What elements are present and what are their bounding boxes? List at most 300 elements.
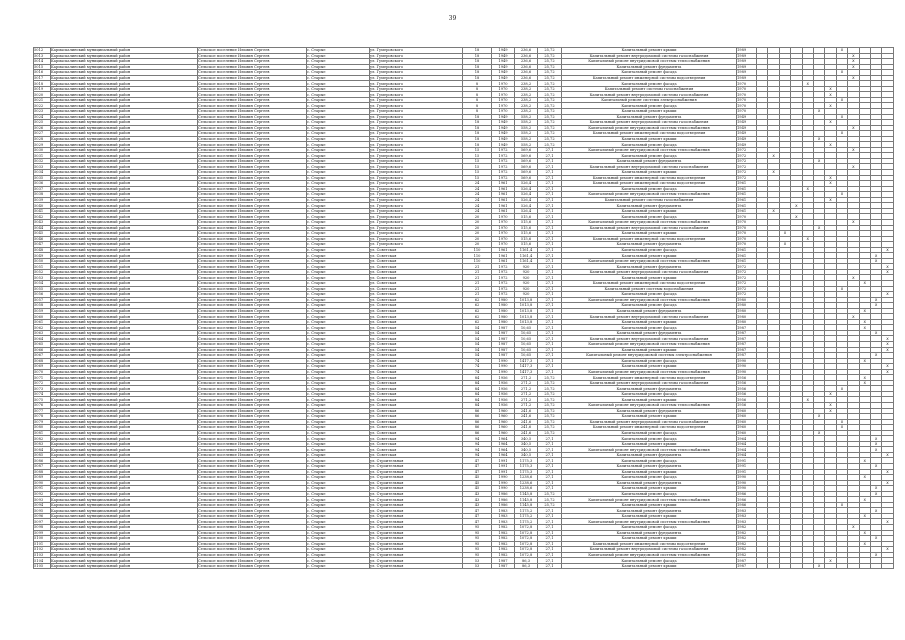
build-year-cell: 1956 xyxy=(492,391,515,397)
schedule-mark-cell: X xyxy=(859,375,870,381)
house-number-cell: 21 xyxy=(463,292,492,298)
schedule-mark-cell: X xyxy=(836,425,847,431)
schedule-mark-cell: X xyxy=(825,86,836,92)
municipality-cell: Кармаскалинский муниципальный район xyxy=(51,491,198,497)
settlement-cell: Сельское поселение Ильмин Сергеев xyxy=(198,92,307,98)
work-type-cell: Капитальный ремонт фасада xyxy=(562,247,737,253)
area-cell: 569,6 xyxy=(515,175,538,181)
municipality-cell: Кармаскалинский муниципальный район xyxy=(51,114,198,120)
price-cell: 25,72 xyxy=(538,131,562,137)
area-cell: 236,6 xyxy=(515,75,538,81)
house-number-cell: 21 xyxy=(463,264,492,270)
house-number-cell: 54 xyxy=(463,330,492,336)
price-cell: 25,72 xyxy=(538,142,562,148)
municipality-cell: Кармаскалинский муниципальный район xyxy=(51,75,198,81)
build-year-cell: 1972 xyxy=(492,280,515,286)
settlement-cell: Сельское поселение Ильмин Сергеев xyxy=(198,258,307,264)
plan-year-cell: 1964 xyxy=(737,447,757,453)
price-cell: 25,72 xyxy=(538,97,562,103)
price-cell: 27,1 xyxy=(538,208,562,214)
work-type-cell: Капитальный ремонт крыши xyxy=(562,513,737,519)
settlement-cell: Сельское поселение Ильмин Сергеев xyxy=(198,502,307,508)
plan-year-cell: 1961 xyxy=(737,208,757,214)
work-type-cell: Капитальный ремонт фасада xyxy=(562,458,737,464)
price-cell: 25,72 xyxy=(538,81,562,87)
locality-cell: с. Старые xyxy=(307,436,370,442)
price-cell: 25,72 xyxy=(538,397,562,403)
work-type-cell: Капитальный ремонт крыши xyxy=(562,414,737,420)
municipality-cell: Кармаскалинский муниципальный район xyxy=(51,203,198,209)
schedule-mark-cell: X xyxy=(859,358,870,364)
area-cell: 1145,8 xyxy=(515,491,538,497)
price-cell: 27,1 xyxy=(538,275,562,281)
price-cell: 27,1 xyxy=(538,519,562,525)
build-year-cell: 1961 xyxy=(492,203,515,209)
work-type-cell: Капитальный ремонт фундамента xyxy=(562,452,737,458)
locality-cell: с. Старые xyxy=(307,519,370,525)
house-number-cell: 54 xyxy=(463,325,492,331)
settlement-cell: Сельское поселение Ильмин Сергеев xyxy=(198,114,307,120)
schedule-mark-cell: X xyxy=(882,347,893,353)
street-cell: ул. Гумеровского xyxy=(370,175,463,181)
settlement-cell: Сельское поселение Ильмин Сергеев xyxy=(198,158,307,164)
municipality-cell: Кармаскалинский муниципальный район xyxy=(51,170,198,176)
settlement-cell: Сельское поселение Ильмин Сергеев xyxy=(198,558,307,564)
house-number-cell: 15 xyxy=(463,158,492,164)
schedule-mark-cell: X xyxy=(870,441,881,447)
schedule-mark-cell: X xyxy=(870,436,881,442)
build-year-cell: 1990 xyxy=(492,358,515,364)
work-type-cell: Капитальный ремонт крыши xyxy=(562,48,737,54)
schedule-mark-cell: X xyxy=(779,242,790,248)
build-year-cell: 1970 xyxy=(492,236,515,242)
build-year-cell: 1987 xyxy=(492,341,515,347)
build-year-cell: 1970 xyxy=(492,86,515,92)
plan-year-cell: 1972 xyxy=(737,286,757,292)
price-cell: 27,1 xyxy=(538,197,562,203)
area-cell: 10,65 xyxy=(515,341,538,347)
street-cell: ул. Советская xyxy=(370,397,463,403)
area-cell: 1072,8 xyxy=(515,536,538,542)
house-number-cell: 18 xyxy=(463,64,492,70)
build-year-cell: 1987 xyxy=(492,330,515,336)
settlement-cell: Сельское поселение Ильмин Сергеев xyxy=(198,136,307,142)
locality-cell: с. Старые xyxy=(307,131,370,137)
row-id: 5026 xyxy=(34,125,51,131)
plan-year-cell: 1960 xyxy=(737,414,757,420)
row-id: 5095 xyxy=(34,508,51,514)
build-year-cell: 1949 xyxy=(492,70,515,76)
locality-cell: с. Старые xyxy=(307,219,370,225)
price-cell: 25,72 xyxy=(538,391,562,397)
build-year-cell: 1970 xyxy=(492,97,515,103)
schedule-mark-cell: X xyxy=(836,70,847,76)
area-cell: 569,6 xyxy=(515,170,538,176)
schedule-mark-cell: X xyxy=(768,153,779,159)
schedule-mark-cell: X xyxy=(870,491,881,497)
build-year-cell: 1986 xyxy=(492,491,515,497)
settlement-cell: Сельское поселение Ильмин Сергеев xyxy=(198,452,307,458)
area-cell: 1161,4 xyxy=(515,247,538,253)
price-cell: 27,1 xyxy=(538,508,562,514)
plan-year-cell: 1970 xyxy=(737,109,757,115)
schedule-mark-cell: X xyxy=(836,192,847,198)
locality-cell: с. Старые xyxy=(307,269,370,275)
schedule-mark-cell xyxy=(768,563,779,569)
settlement-cell: Сельское поселение Ильмин Сергеев xyxy=(198,347,307,353)
locality-cell: с. Старые xyxy=(307,563,370,569)
plan-year-cell: 1961 xyxy=(737,197,757,203)
build-year-cell: 1961 xyxy=(492,247,515,253)
street-cell: ул. Советская xyxy=(370,386,463,392)
street-cell: ул. Советская xyxy=(370,375,463,381)
locality-cell: с. Старые xyxy=(307,303,370,309)
build-year-cell: 1960 xyxy=(492,414,515,420)
build-year-cell: 1983 xyxy=(492,508,515,514)
schedule-mark-cell: X xyxy=(813,109,824,115)
price-cell: 25,72 xyxy=(538,375,562,381)
price-cell: 27,1 xyxy=(538,186,562,192)
locality-cell: с. Старые xyxy=(307,391,370,397)
street-cell: ул. Гумеровского xyxy=(370,53,463,59)
street-cell: ул. Гумеровского xyxy=(370,214,463,220)
work-type-cell: Капитальный ремонт внутридомовой системы теплоснабжения xyxy=(562,219,737,225)
municipality-cell: Кармаскалинский муниципальный район xyxy=(51,164,198,170)
municipality-cell: Кармаскалинский муниципальный район xyxy=(51,541,198,547)
settlement-cell: Сельское поселение Ильмин Сергеев xyxy=(198,264,307,270)
schedule-mark-cell: X xyxy=(859,308,870,314)
locality-cell: с. Старые xyxy=(307,59,370,65)
area-cell: 271,2 xyxy=(515,375,538,381)
row-id: 5086 xyxy=(34,458,51,464)
locality-cell: с. Старые xyxy=(307,325,370,331)
street-cell: ул. Советская xyxy=(370,452,463,458)
build-year-cell: 1970 xyxy=(492,109,515,115)
settlement-cell: Сельское поселение Ильмин Сергеев xyxy=(198,48,307,54)
street-cell: ул. Советская xyxy=(370,319,463,325)
street-cell: ул. Гумеровского xyxy=(370,153,463,159)
street-cell: ул. Советская xyxy=(370,253,463,259)
house-number-cell: 20 xyxy=(463,219,492,225)
municipality-cell: Кармаскалинский муниципальный район xyxy=(51,186,198,192)
schedule-mark-cell: X xyxy=(859,530,870,536)
plan-year-cell: 1987 xyxy=(737,353,757,359)
locality-cell: с. Старые xyxy=(307,214,370,220)
work-type-cell: Капитальный ремонт фасада xyxy=(562,142,737,148)
row-id: 5080 xyxy=(34,425,51,431)
price-cell: 27,1 xyxy=(538,341,562,347)
work-type-cell: Капитальный ремонт системы водоснабжения xyxy=(562,286,737,292)
price-cell: 27,1 xyxy=(538,325,562,331)
locality-cell: с. Старые xyxy=(307,175,370,181)
locality-cell: с. Старые xyxy=(307,242,370,248)
settlement-cell: Сельское поселение Ильмин Сергеев xyxy=(198,214,307,220)
area-cell: 241,6 xyxy=(515,425,538,431)
row-id: 5049 xyxy=(34,253,51,259)
schedule-mark-cell: X xyxy=(813,225,824,231)
locality-cell: с. Старые xyxy=(307,253,370,259)
locality-cell: с. Старые xyxy=(307,258,370,264)
municipality-cell: Кармаскалинский муниципальный район xyxy=(51,53,198,59)
work-type-cell: Капитальный ремонт фасада xyxy=(562,103,737,109)
plan-year-cell: 1991 xyxy=(737,464,757,470)
schedule-mark-cell: X xyxy=(848,164,859,170)
area-cell: 515,6 xyxy=(515,219,538,225)
municipality-cell: Кармаскалинский муниципальный район xyxy=(51,475,198,481)
plan-year-cell: 1970 xyxy=(737,97,757,103)
settlement-cell: Сельское поселение Ильмин Сергеев xyxy=(198,447,307,453)
price-cell: 25,72 xyxy=(538,92,562,98)
plan-year-cell: 1964 xyxy=(737,436,757,442)
settlement-cell: Сельское поселение Ильмин Сергеев xyxy=(198,397,307,403)
street-cell: ул. Гумеровского xyxy=(370,203,463,209)
street-cell: ул. Строительная xyxy=(370,475,463,481)
schedule-mark-cell: X xyxy=(848,147,859,153)
schedule-mark-cell: X xyxy=(825,175,836,181)
build-year-cell: 1972 xyxy=(492,275,515,281)
row-id: 5039 xyxy=(34,197,51,203)
build-year-cell: 1960 xyxy=(492,425,515,431)
house-number-cell: 62 xyxy=(463,308,492,314)
row-id: 5087 xyxy=(34,464,51,470)
locality-cell: с. Старые xyxy=(307,192,370,198)
locality-cell: с. Старые xyxy=(307,120,370,126)
work-type-cell: Капитальный ремонт внутридомовой системы теплоснабжения xyxy=(562,519,737,525)
row-id: 5057 xyxy=(34,297,51,303)
row-id: 5104 xyxy=(34,558,51,564)
schedule-mark-cell: X xyxy=(836,386,847,392)
settlement-cell: Сельское поселение Ильмин Сергеев xyxy=(198,563,307,569)
area-cell: 340,5 xyxy=(515,441,538,447)
price-cell: 25,72 xyxy=(538,59,562,65)
street-cell: ул. Гумеровского xyxy=(370,142,463,148)
build-year-cell: 1987 xyxy=(492,347,515,353)
schedule-mark-cell: X xyxy=(859,458,870,464)
street-cell: ул. Строительная xyxy=(370,497,463,503)
locality-cell: с. Старые xyxy=(307,397,370,403)
house-number-cell: 86 xyxy=(463,414,492,420)
street-cell: ул. Гумеровского xyxy=(370,164,463,170)
settlement-cell: Сельское поселение Ильмин Сергеев xyxy=(198,231,307,237)
street-cell: ул. Советская xyxy=(370,264,463,270)
locality-cell: с. Старые xyxy=(307,297,370,303)
work-type-cell: Капитальный ремонт внутридомовой системы теплоснабжения xyxy=(562,147,737,153)
municipality-cell: Кармаскалинский муниципальный район xyxy=(51,314,198,320)
build-year-cell: 1970 xyxy=(492,103,515,109)
work-type-cell: Капитальный ремонт фундамента xyxy=(562,242,737,248)
settlement-cell: Сельское поселение Ильмин Сергеев xyxy=(198,81,307,87)
house-number-cell: 95 xyxy=(463,525,492,531)
settlement-cell: Сельское поселение Ильмин Сергеев xyxy=(198,364,307,370)
municipality-cell: Кармаскалинский муниципальный район xyxy=(51,59,198,65)
work-type-cell: Капитальный ремонт крыши xyxy=(562,563,737,569)
street-cell: ул. Советская xyxy=(370,258,463,264)
house-number-cell: 18 xyxy=(463,48,492,54)
area-cell: 558,2 xyxy=(515,131,538,137)
row-id: 5060 xyxy=(34,314,51,320)
plan-year-cell: 1970 xyxy=(737,81,757,87)
house-number-cell: 74 xyxy=(463,364,492,370)
area-cell: 1145,8 xyxy=(515,502,538,508)
settlement-cell: Сельское поселение Ильмин Сергеев xyxy=(198,497,307,503)
settlement-cell: Сельское поселение Ильмин Сергеев xyxy=(198,53,307,59)
build-year-cell: 1972 xyxy=(492,269,515,275)
street-cell: ул. Строительная xyxy=(370,536,463,542)
price-cell: 25,72 xyxy=(538,86,562,92)
area-cell: 526,4 xyxy=(515,208,538,214)
municipality-cell: Кармаскалинский муниципальный район xyxy=(51,275,198,281)
price-cell: 27,1 xyxy=(538,292,562,298)
area-cell: 238,2 xyxy=(515,92,538,98)
area-cell: 1175,3 xyxy=(515,458,538,464)
plan-year-cell: 1956 xyxy=(737,397,757,403)
build-year-cell: 1972 xyxy=(492,170,515,176)
schedule-mark-cell: X xyxy=(813,136,824,142)
work-type-cell: Капитальный ремонт крыши xyxy=(562,208,737,214)
build-year-cell: 1987 xyxy=(492,563,515,569)
schedule-mark-cell xyxy=(779,563,790,569)
price-cell: 27,1 xyxy=(538,558,562,564)
street-cell: ул. Гумеровского xyxy=(370,125,463,131)
house-number-cell: 86 xyxy=(463,408,492,414)
schedule-mark-cell: X xyxy=(836,114,847,120)
schedule-mark-cell: X xyxy=(882,336,893,342)
row-id: 5014 xyxy=(34,59,51,65)
schedule-mark-cell: X xyxy=(870,486,881,492)
work-type-cell: Капитальный ремонт фундамента xyxy=(562,64,737,70)
build-year-cell: 1972 xyxy=(492,292,515,298)
municipality-cell: Кармаскалинский муниципальный район xyxy=(51,480,198,486)
municipality-cell: Кармаскалинский муниципальный район xyxy=(51,425,198,431)
street-cell: ул. Гумеровского xyxy=(370,181,463,187)
street-cell: ул. Гумеровского xyxy=(370,64,463,70)
plan-year-cell: 1982 xyxy=(737,547,757,553)
row-id: 5068 xyxy=(34,358,51,364)
settlement-cell: Сельское поселение Ильмин Сергеев xyxy=(198,219,307,225)
settlement-cell: Сельское поселение Ильмин Сергеев xyxy=(198,253,307,259)
row-id: 5084 xyxy=(34,447,51,453)
row-id: 5020 xyxy=(34,92,51,98)
settlement-cell: Сельское поселение Ильмин Сергеев xyxy=(198,430,307,436)
municipality-cell: Кармаскалинский муниципальный район xyxy=(51,364,198,370)
street-cell: ул. Гумеровского xyxy=(370,219,463,225)
street-cell: ул. Советская xyxy=(370,358,463,364)
house-number-cell: 24 xyxy=(463,208,492,214)
street-cell: ул. Гумеровского xyxy=(370,109,463,115)
schedule-mark-cell: X xyxy=(870,536,881,542)
work-type-cell: Капитальный ремонт внутридомовой системы теплоснабжения xyxy=(562,447,737,453)
plan-year-cell: 1989 xyxy=(737,70,757,76)
work-type-cell: Капитальный ремонт фасада xyxy=(562,81,737,87)
area-cell: 271,2 xyxy=(515,403,538,409)
settlement-cell: Сельское поселение Ильмин Сергеев xyxy=(198,236,307,242)
schedule-mark-cell xyxy=(848,563,859,569)
house-number-cell: 43 xyxy=(463,502,492,508)
street-cell: ул. Гумеровского xyxy=(370,70,463,76)
build-year-cell: 1964 xyxy=(492,441,515,447)
area-cell: 238,2 xyxy=(515,81,538,87)
row-id: 5085 xyxy=(34,452,51,458)
row-id: 5064 xyxy=(34,336,51,342)
schedule-mark-cell: X xyxy=(859,319,870,325)
price-cell: 27,1 xyxy=(538,147,562,153)
build-year-cell: 1972 xyxy=(492,153,515,159)
locality-cell: с. Старые xyxy=(307,125,370,131)
row-id: 5078 xyxy=(34,414,51,420)
price-cell: 27,1 xyxy=(538,269,562,275)
street-cell: ул. Гумеровского xyxy=(370,242,463,248)
locality-cell: с. Старые xyxy=(307,70,370,76)
locality-cell: с. Старые xyxy=(307,203,370,209)
area-cell: 10,65 xyxy=(515,325,538,331)
house-number-cell: 20 xyxy=(463,242,492,248)
work-type-cell: Капитальный ремонт внутридомовой системы теплоснабжения xyxy=(562,369,737,375)
house-number-cell: 74 xyxy=(463,369,492,375)
build-year-cell: 1949 xyxy=(492,136,515,142)
area-cell: 558,2 xyxy=(515,120,538,126)
municipality-cell: Кармаскалинский муниципальный район xyxy=(51,70,198,76)
municipality-cell: Кармаскалинский муниципальный район xyxy=(51,269,198,275)
settlement-cell: Сельское поселение Ильмин Сергеев xyxy=(198,464,307,470)
settlement-cell: Сельское поселение Ильмин Сергеев xyxy=(198,192,307,198)
house-number-cell: 21 xyxy=(463,269,492,275)
locality-cell: с. Старые xyxy=(307,186,370,192)
row-id: 5016 xyxy=(34,70,51,76)
locality-cell: с. Старые xyxy=(307,447,370,453)
plan-year-cell: 1970 xyxy=(737,214,757,220)
price-cell: 27,1 xyxy=(538,513,562,519)
house-number-cell: 21 xyxy=(463,286,492,292)
area-cell: 569,6 xyxy=(515,164,538,170)
work-type-cell: Капитальный ремонт внутридомовой системы газоснабжения xyxy=(562,92,737,98)
plan-year-cell: 1956 xyxy=(737,375,757,381)
municipality-cell: Кармаскалинский муниципальный район xyxy=(51,292,198,298)
locality-cell: с. Старые xyxy=(307,158,370,164)
settlement-cell: Сельское поселение Ильмин Сергеев xyxy=(198,197,307,203)
locality-cell: с. Старые xyxy=(307,419,370,425)
locality-cell: с. Старые xyxy=(307,86,370,92)
plan-year-cell: 1989 xyxy=(737,75,757,81)
row-id: 5051 xyxy=(34,264,51,270)
municipality-cell: Кармаскалинский муниципальный район xyxy=(51,253,198,259)
street-cell: ул. Советская xyxy=(370,336,463,342)
work-type-cell: Капитальный ремонт внутридомовой системы теплоснабжения xyxy=(562,341,737,347)
build-year-cell: 1949 xyxy=(492,120,515,126)
area-cell: 1175,3 xyxy=(515,469,538,475)
schedule-mark-cell: X xyxy=(848,314,859,320)
street-cell: ул. Советская xyxy=(370,408,463,414)
municipality-cell: Кармаскалинский муниципальный район xyxy=(51,397,198,403)
settlement-cell: Сельское поселение Ильмин Сергеев xyxy=(198,519,307,525)
row-id: 5018 xyxy=(34,81,51,87)
area-cell: 1013,8 xyxy=(515,308,538,314)
settlement-cell: Сельское поселение Ильмин Сергеев xyxy=(198,142,307,148)
street-cell: ул. Советская xyxy=(370,391,463,397)
municipality-cell: Кармаскалинский муниципальный район xyxy=(51,436,198,442)
locality-cell: с. Старые xyxy=(307,364,370,370)
row-id: 5063 xyxy=(34,330,51,336)
area-cell: 1238,6 xyxy=(515,486,538,492)
build-year-cell: 1949 xyxy=(492,114,515,120)
settlement-cell: Сельское поселение Ильмин Сергеев xyxy=(198,203,307,209)
locality-cell: с. Старые xyxy=(307,530,370,536)
price-cell: 25,72 xyxy=(538,109,562,115)
area-cell: 1161,4 xyxy=(515,253,538,259)
build-year-cell: 1980 xyxy=(492,308,515,314)
settlement-cell: Сельское поселение Ильмин Сергеев xyxy=(198,552,307,558)
house-number-cell: 62 xyxy=(463,319,492,325)
settlement-cell: Сельское поселение Ильмин Сергеев xyxy=(198,59,307,65)
